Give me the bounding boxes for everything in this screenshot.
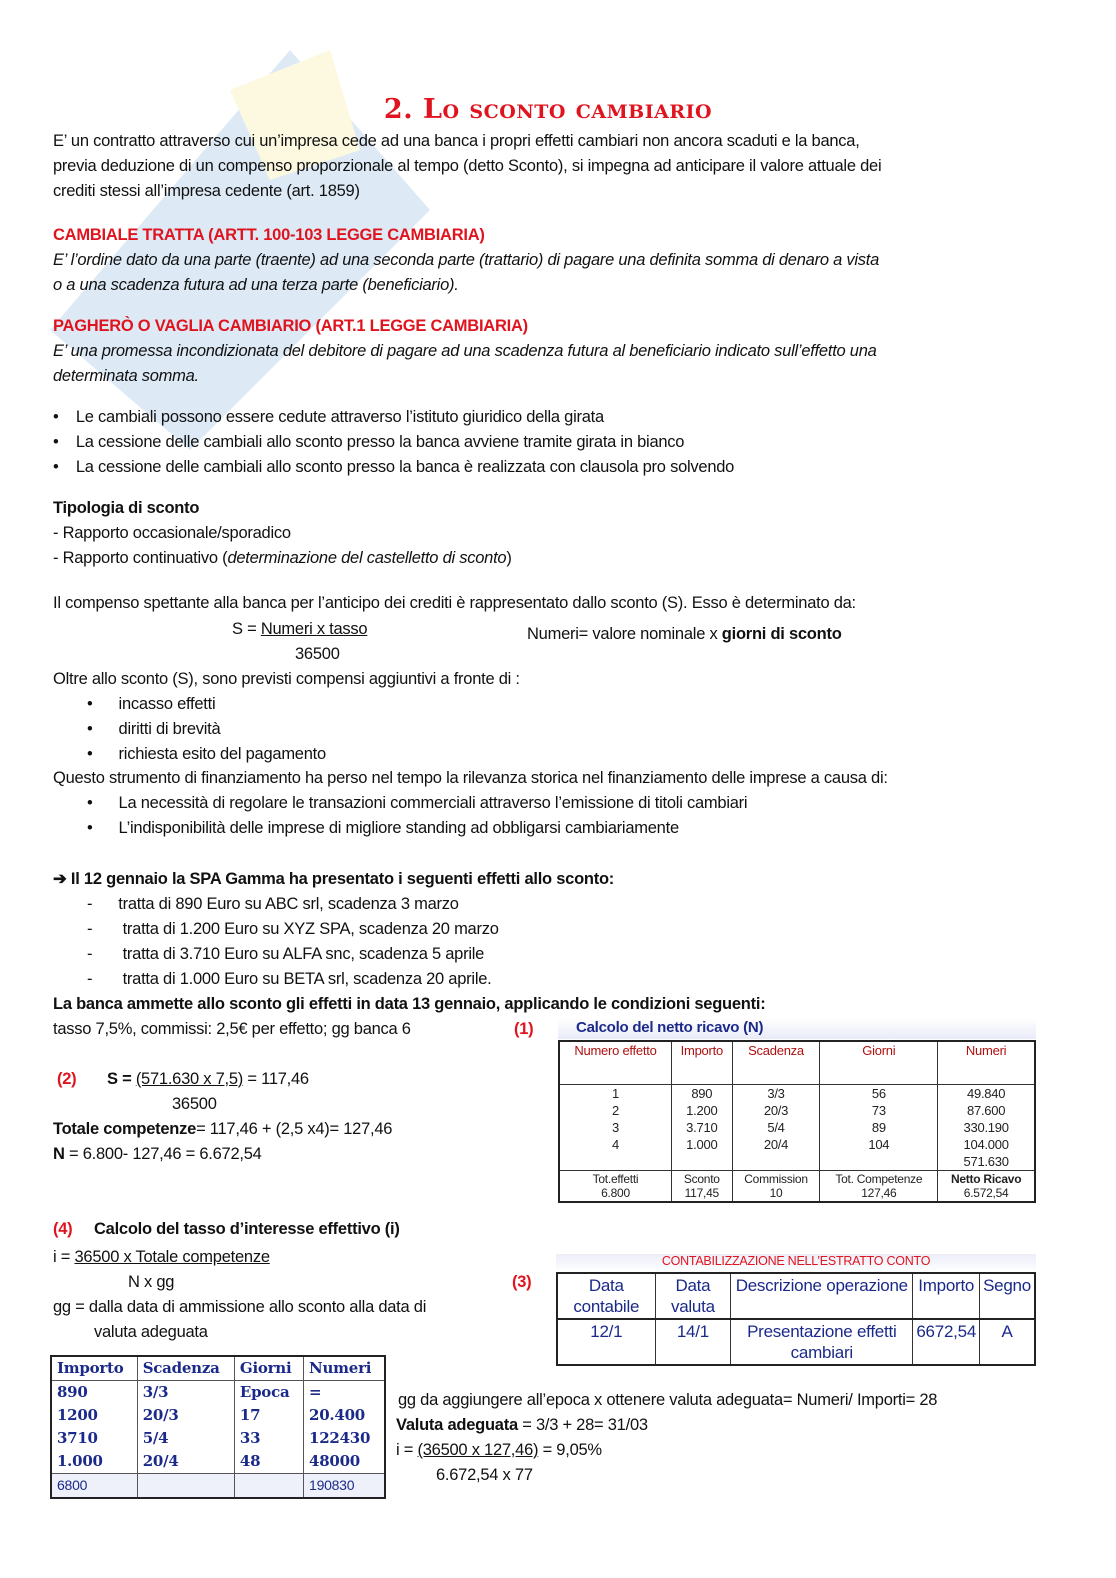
- intro-line: previa deduzione di un compenso proporzionale al tempo (detto Sconto), si impegna ad anticipare il valore attuale dei: [53, 157, 882, 175]
- tratta-heading: CAMBIALE TRATTA (ARTT. 100-103 LEGGE CAMBIARIA): [53, 226, 485, 244]
- cell: 14/1: [655, 1319, 731, 1365]
- gg-definition: valuta adeguata: [94, 1323, 208, 1341]
- cell: 49.840: [938, 1085, 1035, 1103]
- table1-caption: Calcolo del netto ricavo (N): [558, 1019, 1036, 1039]
- marker-2: (2): [57, 1070, 77, 1088]
- cell: 87.600: [938, 1102, 1035, 1119]
- tipologia-item: - Rapporto continuativo (determinazione del castelletto di sconto): [53, 549, 512, 567]
- column-header: Descrizione operazione: [731, 1273, 913, 1319]
- tasso-heading: Calcolo del tasso d’interesse effettivo (i): [94, 1220, 400, 1238]
- condizioni-text: tasso 7,5%, commissi: 2,5€ per effetto; gg banca 6: [53, 1020, 411, 1038]
- totale-competenze: Totale competenze= 117,46 + (2,5 x4)= 127,46: [53, 1120, 393, 1138]
- intro-line: E’ un contratto attraverso cui un’impresa cede ad una banca i propri effetti cambiari non ancora scaduti e la banca,: [53, 132, 860, 150]
- table-row: [559, 1119, 1035, 1136]
- cell: 3710: [51, 1427, 137, 1450]
- table2-caption: CONTABILIZZAZIONE NELL’ESTRATTO CONTO: [556, 1254, 1036, 1272]
- gg-definition: gg = dalla data di ammissione allo sconto alla data di: [53, 1298, 427, 1316]
- table-footer-row: [51, 1474, 385, 1499]
- cell: 3.710: [671, 1119, 732, 1136]
- table-row: [51, 1427, 385, 1450]
- bullet-item: • Le cambiali possono essere cedute attraverso l’istituto giuridico della girata: [53, 408, 604, 426]
- column-header: Importo: [51, 1356, 137, 1381]
- bullet-item: • La necessità di regolare le transazioni commerciali attraverso l’emissione di titoli cambiari: [87, 794, 748, 812]
- cell: Epoca: [234, 1381, 303, 1405]
- column-header: Numeri: [304, 1356, 385, 1381]
- netto-ricavo-calc: N = 6.800- 127,46 = 6.672,54: [53, 1145, 262, 1163]
- valuta-adeguata-table: [50, 1355, 386, 1499]
- cell: 571.630: [938, 1153, 1035, 1171]
- table-row: [559, 1102, 1035, 1119]
- page-title: 2. Lo sconto cambiario: [383, 94, 713, 125]
- cell: 1.000: [671, 1136, 732, 1153]
- marker-4: (4): [53, 1220, 73, 1238]
- column-header: Data valuta: [655, 1273, 731, 1319]
- cell: 122430: [304, 1427, 385, 1450]
- effetto-item: - tratta di 1.000 Euro su BETA srl, scadenza 20 aprile.: [87, 970, 492, 988]
- tasso-effettivo-calc: i = (36500 x 127,46) = 9,05%: [396, 1441, 602, 1459]
- sconto-calc-denominator: 36500: [172, 1095, 217, 1113]
- tasso-formula-denominator: N x gg: [128, 1273, 175, 1291]
- bullet-item: • diritti di brevità: [87, 720, 221, 738]
- sconto-calc: S = (571.630 x 7,5) = 117,46: [107, 1070, 309, 1088]
- bullet-item: • richiesta esito del pagamento: [87, 745, 326, 763]
- column-header: Scadenza: [732, 1041, 820, 1085]
- bullet-item: • incasso effetti: [87, 695, 216, 713]
- bullet-item: • L’indisponibilità delle imprese di migliore standing ad obbligarsi cambiariamente: [87, 819, 679, 837]
- cell: 104: [820, 1136, 938, 1153]
- table-row: [559, 1153, 1035, 1171]
- tratta-text: o a una scadenza futura ad una terza parte (beneficiario).: [53, 276, 459, 294]
- tipologia-item: - Rapporto occasionale/sporadico: [53, 524, 291, 542]
- cell: 5/4: [137, 1427, 234, 1450]
- column-header: Giorni: [820, 1041, 938, 1085]
- table-row: [51, 1381, 385, 1405]
- cell: Netto Ricavo 6.572,54: [938, 1171, 1035, 1203]
- pagherò-heading: PAGHERÒ O VAGLIA CAMBIARIO (ART.1 LEGGE CAMBIARIA): [53, 317, 528, 335]
- cell: 1200: [51, 1404, 137, 1427]
- cell: 20/4: [137, 1450, 234, 1474]
- cell: 1: [559, 1085, 671, 1103]
- effetto-item: - tratta di 890 Euro su ABC srl, scadenza 3 marzo: [87, 895, 459, 913]
- column-header: Importo: [913, 1273, 980, 1319]
- cell: 6672,54: [913, 1319, 980, 1365]
- intro-line: crediti stessi all’impresa cedente (art. 1859): [53, 182, 360, 200]
- table-row: [559, 1136, 1035, 1153]
- pagherò-text: E’ una promessa incondizionata del debitore di pagare ad una scadenza futura al beneficiario indicato sull’effetto una: [53, 342, 877, 360]
- marker-3: (3): [512, 1273, 532, 1291]
- cell: Presentazione effetti cambiari: [731, 1319, 913, 1365]
- cell: =: [304, 1381, 385, 1405]
- cell: 20.400: [304, 1404, 385, 1427]
- numeri-definition: Numeri= valore nominale x giorni di sconto: [527, 625, 842, 643]
- table-row: [51, 1450, 385, 1474]
- pagherò-text: determinata somma.: [53, 367, 199, 385]
- cell: 1.200: [671, 1102, 732, 1119]
- column-header: Numero effetto: [559, 1041, 671, 1085]
- cell: 190830: [304, 1474, 385, 1499]
- tasso-formula: i = 36500 x Totale competenze: [53, 1248, 270, 1266]
- arrow-icon: ➔: [53, 870, 67, 888]
- cell: 1.000: [51, 1450, 137, 1474]
- table-row: [559, 1085, 1035, 1103]
- cell: 330.190: [938, 1119, 1035, 1136]
- bullet-item: • La cessione delle cambiali allo sconto presso la banca avviene tramite girata in bianco: [53, 433, 685, 451]
- questo-text: Questo strumento di finanziamento ha perso nel tempo la rilevanza storica nel finanziamento delle imprese a causa di:: [53, 769, 888, 787]
- cell: 104.000: [938, 1136, 1035, 1153]
- cell: 56: [820, 1085, 938, 1103]
- cell: Commission 10: [732, 1171, 820, 1203]
- netto-ricavo-table: [558, 1040, 1036, 1203]
- cell: 73: [820, 1102, 938, 1119]
- cell: 4: [559, 1136, 671, 1153]
- cell: 20/3: [137, 1404, 234, 1427]
- column-header: Segno: [980, 1273, 1035, 1319]
- cell: 890: [671, 1085, 732, 1103]
- cell: 20/3: [732, 1102, 820, 1119]
- table-row: [51, 1404, 385, 1427]
- tratta-text: E’ l’ordine dato da una parte (traente) ad una seconda parte (trattario) di pagare una definita somma di denaro a vista: [53, 251, 880, 269]
- cell: 3/3: [137, 1381, 234, 1405]
- table-row: [557, 1319, 1035, 1365]
- cell: Tot.effetti 6.800: [559, 1171, 671, 1203]
- effetto-item: - tratta di 1.200 Euro su XYZ SPA, scadenza 20 marzo: [87, 920, 499, 938]
- gg-aggiuntivi: gg da aggiungere all’epoca x ottenere valuta adeguata= Numeri/ Importi= 28: [398, 1391, 938, 1409]
- table-footer-row: [559, 1171, 1035, 1203]
- cell: 17: [234, 1404, 303, 1427]
- oltre-text: Oltre allo sconto (S), sono previsti compensi aggiuntivi a fronte di :: [53, 670, 520, 688]
- cell: 890: [51, 1381, 137, 1405]
- bullet-item: • La cessione delle cambiali allo sconto presso la banca è realizzata con clausola pro solvendo: [53, 458, 735, 476]
- cell: 3: [559, 1119, 671, 1136]
- cell: 12/1: [557, 1319, 655, 1365]
- column-header: Data contabile: [557, 1273, 655, 1319]
- tipologia-heading: Tipologia di sconto: [53, 499, 200, 517]
- cell: Sconto 117,45: [671, 1171, 732, 1203]
- cell: 33: [234, 1427, 303, 1450]
- column-header: Numeri: [938, 1041, 1035, 1085]
- cell: 3/3: [732, 1085, 820, 1103]
- cell: Tot. Competenze 127,46: [820, 1171, 938, 1203]
- cell: 48: [234, 1450, 303, 1474]
- cell: 5/4: [732, 1119, 820, 1136]
- compenso-text: Il compenso spettante alla banca per l’anticipo dei crediti è rappresentato dallo sconto (S). Esso è determinato da:: [53, 594, 856, 612]
- cell: 89: [820, 1119, 938, 1136]
- tasso-effettivo-denominator: 6.672,54 x 77: [436, 1466, 533, 1484]
- valuta-adeguata: Valuta adeguata = 3/3 + 28= 31/03: [396, 1416, 648, 1434]
- cell: 6800: [51, 1474, 137, 1499]
- esercizio-intro: ➔ Il 12 gennaio la SPA Gamma ha presentato i seguenti effetti allo sconto:: [53, 870, 615, 888]
- cell: 48000: [304, 1450, 385, 1474]
- column-header: Giorni: [234, 1356, 303, 1381]
- estratto-conto-table: [556, 1272, 1036, 1366]
- sconto-formula-denominator: 36500: [295, 645, 340, 663]
- cell: A: [980, 1319, 1035, 1365]
- column-header: Importo: [671, 1041, 732, 1085]
- cell: 20/4: [732, 1136, 820, 1153]
- column-header: Scadenza: [137, 1356, 234, 1381]
- marker-1: (1): [514, 1020, 534, 1038]
- ammissione-text: La banca ammette allo sconto gli effetti in data 13 gennaio, applicando le condizioni seguenti:: [53, 995, 766, 1013]
- effetto-item: - tratta di 3.710 Euro su ALFA snc, scadenza 5 aprile: [87, 945, 485, 963]
- cell: 2: [559, 1102, 671, 1119]
- sconto-formula: S = Numeri x tasso: [232, 620, 368, 638]
